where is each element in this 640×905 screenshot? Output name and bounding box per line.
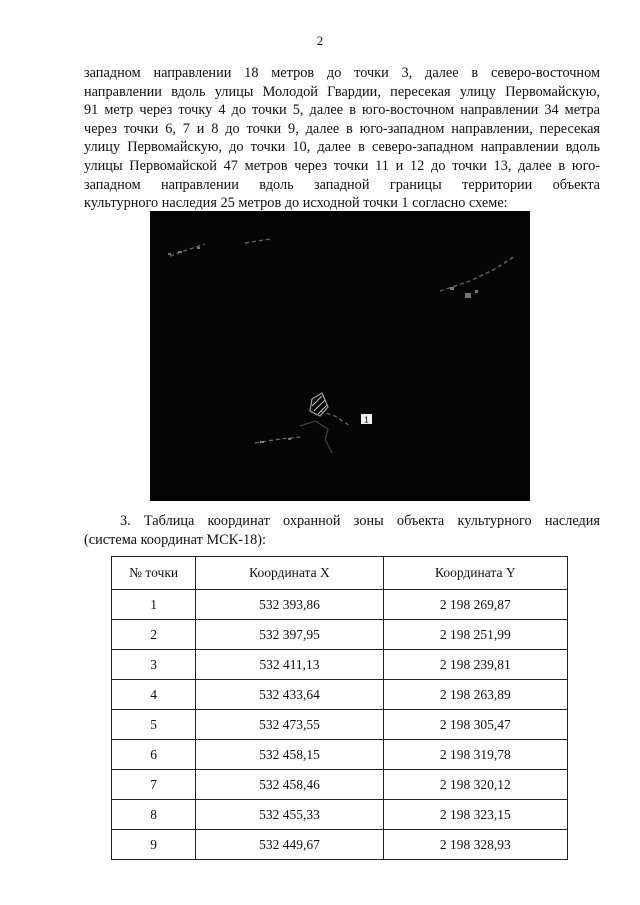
scheme-map-graphic	[150, 211, 530, 501]
table-row	[112, 650, 568, 680]
cell-point-number: 7	[112, 770, 196, 800]
table-row	[112, 590, 568, 620]
cell-point-number: 3	[112, 650, 196, 680]
cell-coordinate-x: 532 473,55	[196, 710, 383, 740]
table-row	[112, 620, 568, 650]
cell-coordinate-x: 532 393,86	[196, 590, 383, 620]
body-paragraph	[84, 64, 600, 213]
cell-coordinate-y: 2 198 319,78	[383, 740, 567, 770]
cell-coordinate-y: 2 198 251,99	[383, 620, 567, 650]
cell-point-number: 9	[112, 830, 196, 860]
cell-coordinate-y: 2 198 305,47	[383, 710, 567, 740]
header-coordinate-y: Координата Y	[383, 557, 567, 590]
cell-coordinate-x: 532 458,15	[196, 740, 383, 770]
paragraph-line: через точки 6, 7 и 8 до точки 9, далее в юго-западном направлении, пересекая	[84, 120, 600, 137]
table-row	[112, 710, 568, 740]
cell-coordinate-x: 532 397,95	[196, 620, 383, 650]
table-row	[112, 770, 568, 800]
table-row	[112, 680, 568, 710]
cell-coordinate-x: 532 458,46	[196, 770, 383, 800]
cell-coordinate-y: 2 198 320,12	[383, 770, 567, 800]
paragraph-line: западном направлении вдоль западной границы территории объекта	[84, 176, 600, 193]
scheme-image	[150, 211, 530, 501]
section-heading-line: 3. Таблица координат охранной зоны объекта культурного наследия	[120, 513, 600, 529]
cell-coordinate-y: 2 198 328,93	[383, 830, 567, 860]
paragraph-line: западном направлении 18 метров до точки 3, далее в северо-восточном	[84, 65, 600, 81]
cell-point-number: 2	[112, 620, 196, 650]
cell-point-number: 5	[112, 710, 196, 740]
cell-coordinate-y: 2 198 323,15	[383, 800, 567, 830]
cell-point-number: 1	[112, 590, 196, 620]
header-coordinate-x: Координата X	[196, 557, 383, 590]
page-number: 2	[316, 33, 324, 48]
cell-point-number: 8	[112, 800, 196, 830]
cell-coordinate-y: 2 198 263,89	[383, 680, 567, 710]
paragraph-line: 91 метр через точку 4 до точки 5, далее в юго-восточном направлении 34 метра	[84, 102, 600, 119]
table-row	[112, 830, 568, 860]
paragraph-line: культурного наследия 25 метров до исходной точки 1 согласно схеме:	[84, 195, 508, 212]
point-marker-label: 1	[364, 415, 369, 425]
table-row	[112, 800, 568, 830]
table-header-row	[112, 557, 568, 590]
paragraph-line: улицу Первомайскую, до точки 10, далее в северо-западном направлении вдоль	[84, 139, 600, 156]
cell-point-number: 4	[112, 680, 196, 710]
section-heading-line: (система координат МСК-18):	[84, 531, 266, 548]
cell-coordinate-x: 532 449,67	[196, 830, 383, 860]
paragraph-line: направлении вдоль улицы Молодой Гвардии, пересекая улицу Первомайскую,	[84, 83, 600, 100]
cell-coordinate-x: 532 455,33	[196, 800, 383, 830]
section-heading	[84, 512, 600, 549]
paragraph-line: улицы Первомайской 47 метров через точки 11 и 12 до точки 13, далее в юго-	[84, 157, 600, 174]
cell-coordinate-x: 532 411,13	[196, 650, 383, 680]
table-row	[112, 740, 568, 770]
cell-coordinate-x: 532 433,64	[196, 680, 383, 710]
cell-point-number: 6	[112, 740, 196, 770]
cell-coordinate-y: 2 198 239,81	[383, 650, 567, 680]
coordinates-table	[111, 556, 568, 860]
cell-coordinate-y: 2 198 269,87	[383, 590, 567, 620]
header-point-number: № точки	[112, 557, 196, 590]
